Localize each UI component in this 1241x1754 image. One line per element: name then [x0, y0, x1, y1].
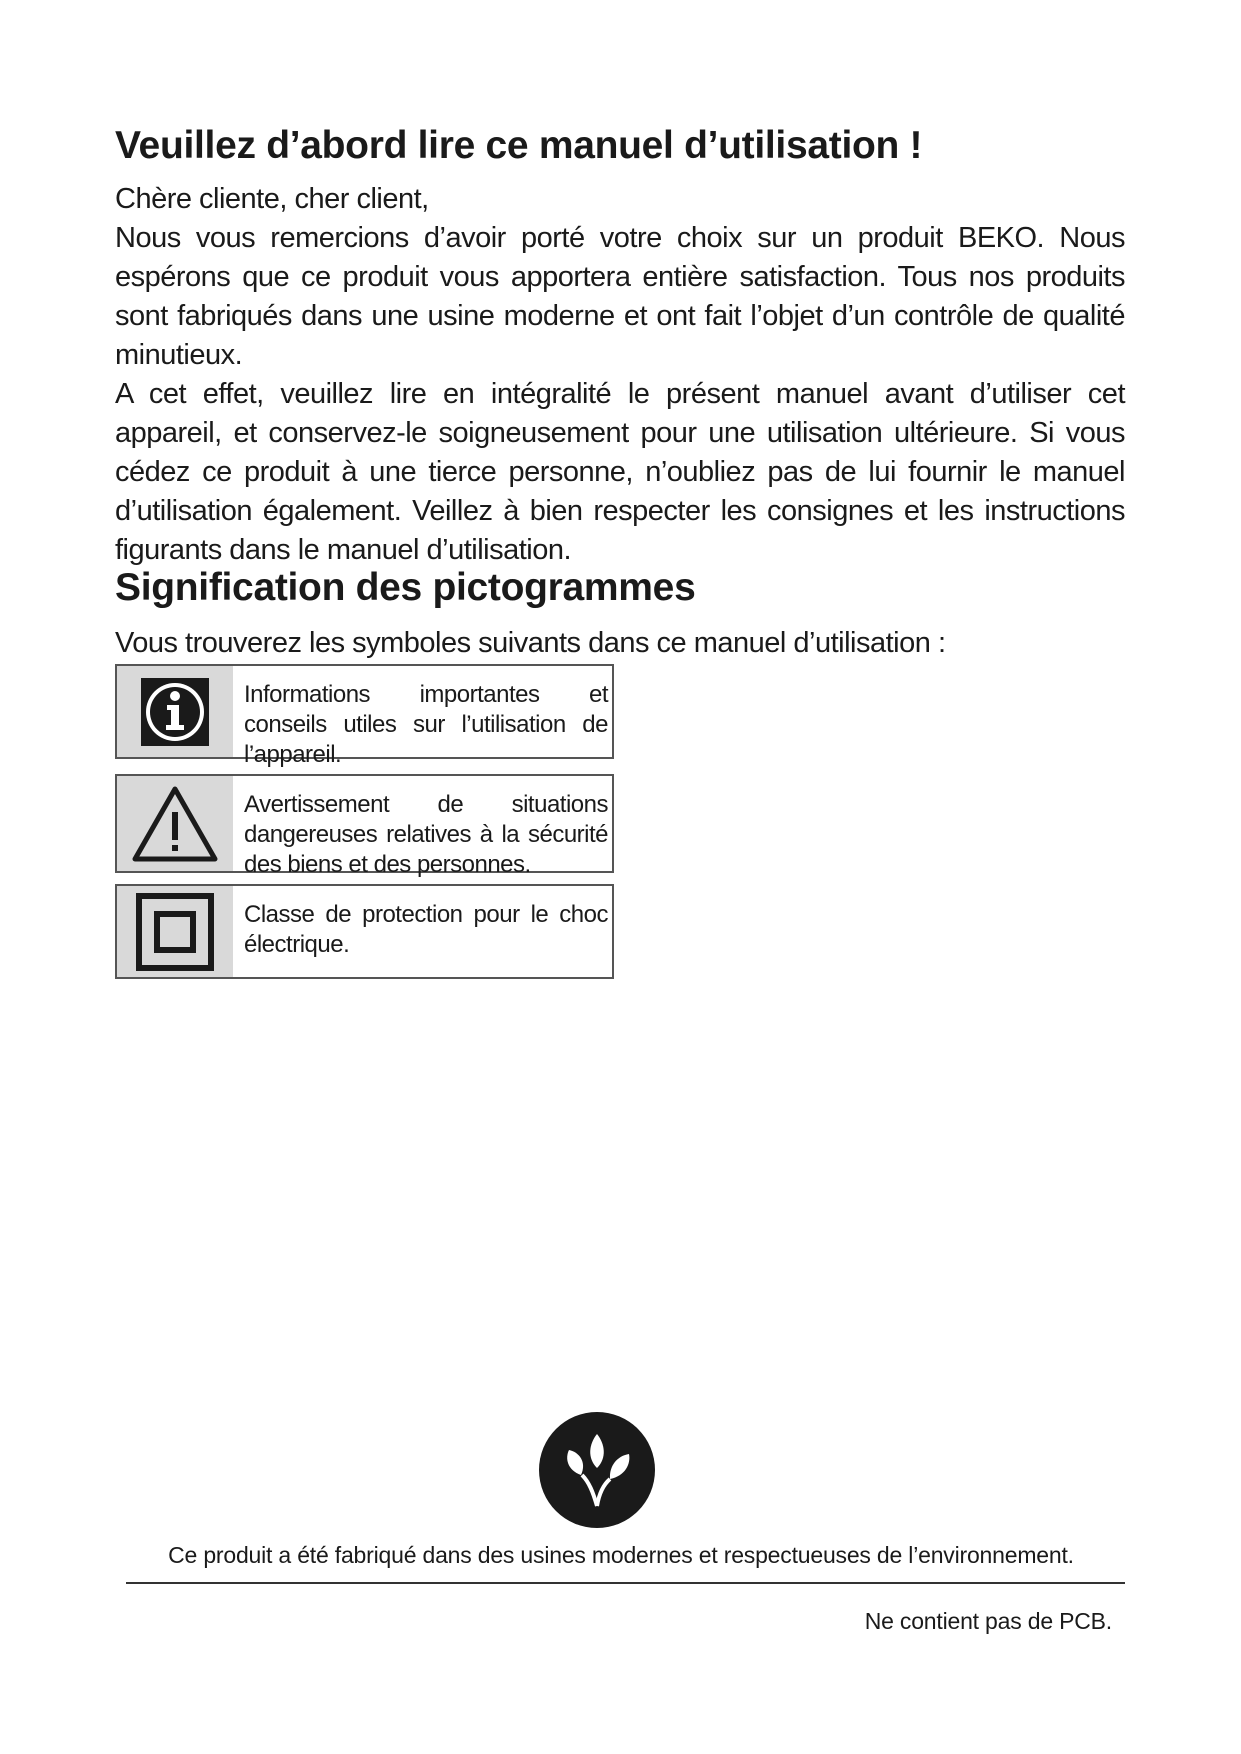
- pcb-note: Ne contient pas de PCB.: [864, 1608, 1112, 1634]
- intro-text: [115, 180, 1125, 570]
- pictogram-protection-class-box: [115, 884, 614, 979]
- greeting: Chère cliente, cher client,: [115, 183, 429, 215]
- pictogram-protection-class-text: Classe de protection pour le choc électrique.: [244, 901, 608, 958]
- pictogram-warning-box: [115, 774, 614, 878]
- protection-class-icon: [117, 886, 233, 977]
- pictogram-info-text: Informations importantes et conseils utiles sur l’utilisation de l’appareil.: [244, 681, 608, 768]
- info-icon: [117, 666, 233, 757]
- pictogram-info-box: [115, 664, 614, 768]
- intro-paragraph-1: Nous vous remercions d’avoir porté votre choix sur un produit BEKO. Nous espérons que ce produit vous apportera entière satisfaction. Tous nos produits sont fabriqués dans une usine moderne et ont fait l’objet d’un contrôle de qualité minutieux.: [115, 222, 1125, 371]
- pictogram-warning-text: Avertissement de situations dangereuses relatives à la sécurité des biens et des personnes.: [244, 791, 608, 878]
- warning-icon: [117, 776, 233, 871]
- page-title: Veuillez d’abord lire ce manuel d’utilisation !: [115, 124, 923, 167]
- intro-paragraph-2: A cet effet, veuillez lire en intégralité le présent manuel avant d’utiliser cet appareil, et conservez-le soigneusement pour une utilisation ultérieure. Si vous cédez ce produit à une tierce personne, n’oubliez pas de lui fournir le manuel d’utilisation également. Veillez à bien respecter les consignes et les instructions figurants dans le manuel d’utilisation.: [115, 378, 1125, 566]
- leaf-icon: [539, 1412, 655, 1528]
- eco-statement: Ce produit a été fabriqué dans des usines modernes et respectueuses de l’environnement.: [168, 1542, 1074, 1568]
- pictograms-title: Signification des pictogrammes: [115, 566, 696, 609]
- footer-divider: [126, 1582, 1125, 1584]
- pictograms-intro: Vous trouverez les symboles suivants dans ce manuel d’utilisation :: [115, 627, 946, 659]
